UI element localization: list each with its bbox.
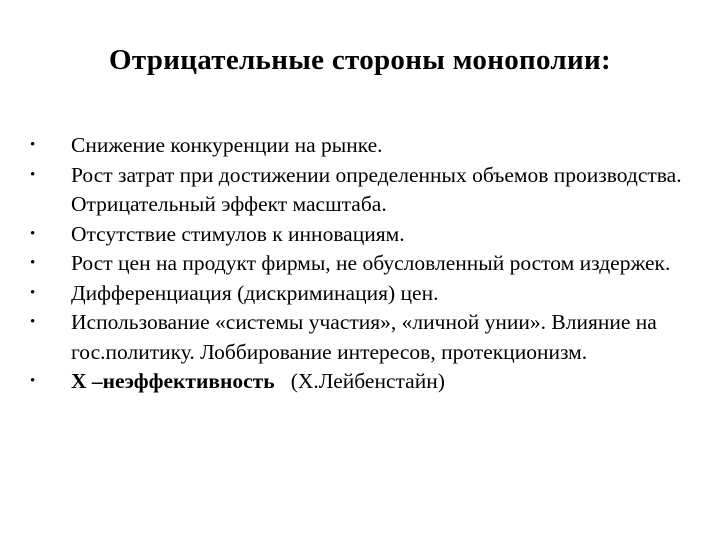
bullet-text: Снижение конкуренции на рынке. [71,133,383,157]
bullet-bold-text: Х –неэффективность [71,369,275,393]
list-item [30,367,690,397]
bullet-icon: • [30,373,36,389]
bullet-icon: • [30,225,36,242]
bullet-text: Отсутствие стимулов к инновациям. [71,221,405,246]
list-item [30,308,690,367]
bullet-text: Использование «системы участия», «личной унии». Влияние на гос.политику. Лоббирование интересов, протекционизм. [71,310,657,364]
list-item [30,220,690,250]
list-item [30,249,690,279]
bullet-list [30,131,690,397]
bullet-text: Рост затрат при достижении определенных объемов производства. Отрицательный эффект масштаба. [71,162,682,216]
bullet-text: Рост цен на продукт фирмы, не обусловленный ростом издержек. [71,251,671,275]
bullet-text: (Х.Лейбенстайн) [290,369,445,393]
bullet-icon: • [30,166,36,183]
bullet-text: Дифференциация (дискриминация) цен. [71,280,439,305]
bullet-icon: • [30,284,36,301]
bullet-icon: • [30,137,36,153]
list-item [30,131,690,161]
list-item [30,161,690,220]
bullet-icon: • [30,255,36,271]
bullet-icon: • [30,314,36,330]
list-item [30,279,690,309]
slide-title: Отрицательные стороны монополии: [109,44,611,76]
